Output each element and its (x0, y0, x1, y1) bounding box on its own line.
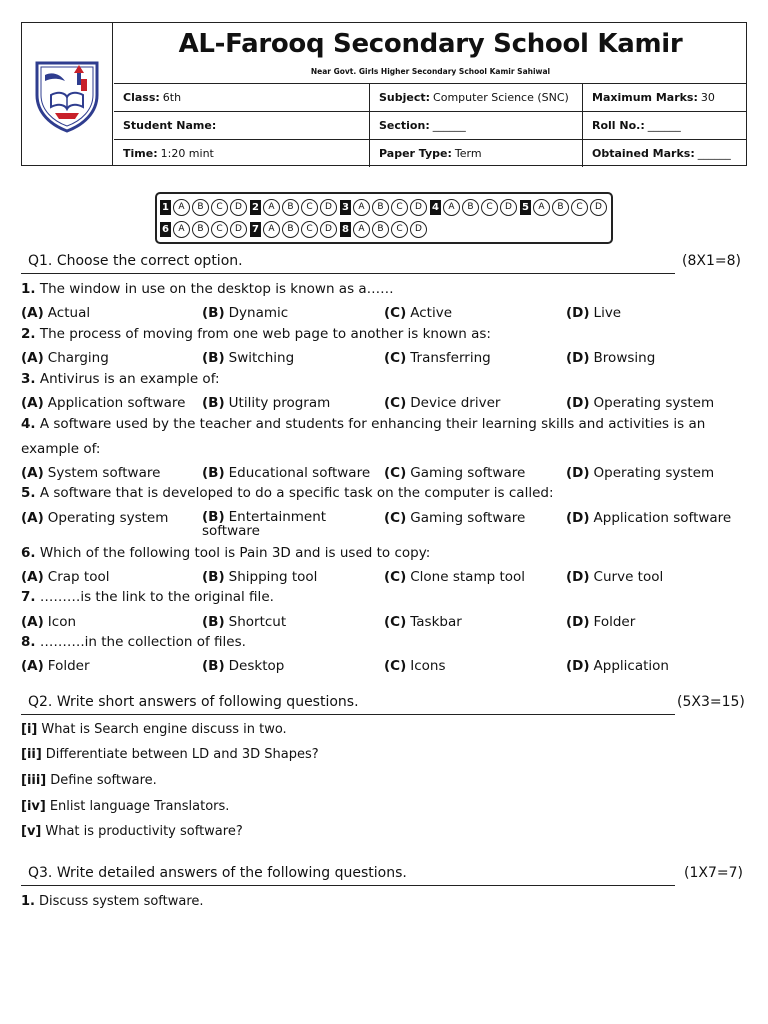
answer-bubble[interactable]: C (571, 199, 588, 216)
bubble-question (250, 221, 339, 238)
bubble-question-number: 6 (160, 222, 171, 237)
max-marks-cell (583, 84, 747, 111)
class-label: Class: (123, 91, 160, 104)
bubble-question (340, 199, 429, 216)
school-crest-icon (31, 55, 103, 133)
bubble-question (520, 199, 609, 216)
mcq-option[interactable]: (B) Desktop (202, 658, 285, 674)
answer-bubble[interactable]: D (320, 221, 337, 238)
bubble-question (160, 199, 249, 216)
bubble-question-number: 3 (340, 200, 351, 215)
school-address: Near Govt. Girls Higher Secondary School Kamir Sahiwal (310, 67, 551, 76)
mcq-option[interactable]: (D) Live (566, 305, 622, 321)
mcq-option[interactable]: (D) Curve tool (566, 569, 664, 585)
mcq-question: 4. A software used by the teacher and students for enhancing their learning skills and activities is an (21, 416, 706, 432)
bubble-row (160, 196, 608, 218)
bubble-question-number: 8 (340, 222, 351, 237)
subject-value: Computer Science (SNC) (433, 91, 569, 104)
answer-bubble[interactable]: D (500, 199, 517, 216)
mcq-question: 2. The process of moving from one web page to another is known as: (21, 326, 491, 342)
paper-header (21, 22, 747, 166)
info-row (114, 111, 747, 139)
info-row (114, 83, 747, 111)
paper-type-value: Term (454, 147, 482, 160)
subject-cell (370, 84, 583, 111)
section-label: Section: (379, 119, 430, 132)
mcq-option[interactable]: (C) Gaming software (384, 465, 526, 481)
answer-bubble[interactable]: B (372, 221, 389, 238)
q2-marks: (5X3=15) (677, 694, 745, 710)
q2-header (21, 693, 747, 715)
mcq-option[interactable]: (D) Browsing (566, 350, 656, 366)
mcq-option[interactable]: (D) Operating system (566, 465, 715, 481)
short-question: [ii] Differentiate between LD and 3D Shapes? (21, 747, 319, 762)
mcq-option[interactable]: (B) Shortcut (202, 614, 287, 630)
answer-bubble[interactable]: A (263, 221, 280, 238)
bubble-question (250, 199, 339, 216)
mcq-option[interactable]: (D) Application (566, 658, 669, 674)
answer-bubble[interactable]: A (533, 199, 550, 216)
class-value: 6th (162, 91, 182, 104)
school-logo (22, 23, 113, 165)
mcq-option[interactable]: (D) Folder (566, 614, 636, 630)
roll-no-label: Roll No.: (592, 119, 645, 132)
answer-bubble[interactable]: D (410, 199, 427, 216)
bubble-question-number: 2 (250, 200, 261, 215)
short-question: [iii] Define software. (21, 773, 157, 788)
info-row (114, 139, 747, 167)
mcq-option[interactable]: (C) Device driver (384, 395, 501, 411)
answer-bubble[interactable]: D (320, 199, 337, 216)
answer-bubble[interactable]: B (192, 221, 209, 238)
bubble-question-number: 1 (160, 200, 171, 215)
answer-bubble[interactable]: C (301, 199, 318, 216)
q3-title: Q3. Write detailed answers of the following questions. (28, 865, 407, 881)
answer-bubble[interactable]: C (211, 221, 228, 238)
paper-info-grid (114, 83, 747, 166)
answer-bubble[interactable]: B (282, 199, 299, 216)
time-cell (114, 140, 370, 167)
bubble-question-number: 7 (250, 222, 261, 237)
short-question: [iv] Enlist language Translators. (21, 799, 230, 814)
mcq-option[interactable]: (A) Icon (21, 614, 77, 630)
answer-bubble[interactable]: B (192, 199, 209, 216)
answer-bubble[interactable]: B (462, 199, 479, 216)
mcq-option[interactable]: (D) Operating system (566, 395, 715, 411)
answer-bubble[interactable]: A (443, 199, 460, 216)
long-question: 1. Discuss system software. (21, 894, 204, 909)
answer-bubble[interactable]: A (263, 199, 280, 216)
answer-bubble[interactable]: C (211, 199, 228, 216)
obtained-marks-label: Obtained Marks: (592, 147, 695, 160)
mcq-question: 1. The window in use on the desktop is known as a…… (21, 281, 394, 297)
answer-bubble-sheet (155, 192, 613, 244)
mcq-option[interactable]: (B) Utility program (202, 395, 331, 411)
short-question: [i] What is Search engine discuss in two. (21, 722, 287, 737)
q2-underline (21, 714, 675, 715)
mcq-option[interactable]: (B) Shipping tool (202, 569, 318, 585)
mcq-option[interactable]: (A) System software (21, 465, 161, 481)
mcq-question: 5. A software that is developed to do a specific task on the computer is called: (21, 485, 554, 501)
student-name-label: Student Name: (123, 119, 217, 132)
mcq-question: 3. Antivirus is an example of: (21, 371, 220, 387)
bubble-question (340, 221, 429, 238)
answer-bubble[interactable]: D (590, 199, 607, 216)
answer-bubble[interactable]: C (481, 199, 498, 216)
section-value: ______ (432, 119, 466, 132)
answer-bubble[interactable]: D (230, 221, 247, 238)
answer-bubble[interactable]: D (410, 221, 427, 238)
q1-marks: (8X1=8) (682, 253, 741, 269)
mcq-option[interactable]: (B) Switching (202, 350, 295, 366)
mcq-option[interactable]: (B) Dynamic (202, 305, 289, 321)
bubble-question (430, 199, 519, 216)
mcq-option[interactable]: (C) Gaming software (384, 510, 526, 526)
subject-label: Subject: (379, 91, 431, 104)
answer-bubble[interactable]: A (173, 221, 190, 238)
answer-bubble[interactable]: C (301, 221, 318, 238)
mcq-option[interactable]: (C) Transferring (384, 350, 491, 366)
answer-bubble[interactable]: B (552, 199, 569, 216)
bubble-question-number: 5 (520, 200, 531, 215)
bubble-row (160, 218, 608, 240)
mcq-option[interactable]: (B) Entertainment software (202, 509, 327, 539)
roll-no-value: ______ (647, 119, 681, 132)
mcq-question: 7. ………is the link to the original file. (21, 589, 274, 605)
mcq-option[interactable]: (A) Application software (21, 395, 186, 411)
short-question: [v] What is productivity software? (21, 824, 243, 839)
q1-header (21, 252, 747, 274)
time-value: 1:20 mint (160, 147, 214, 160)
mcq-option[interactable]: (A) Charging (21, 350, 109, 366)
mcq-option[interactable]: (B) Educational software (202, 465, 371, 481)
q3-header (21, 864, 747, 886)
q2-title: Q2. Write short answers of following questions. (28, 694, 359, 710)
mcq-option[interactable]: (A) Crap tool (21, 569, 110, 585)
mcq-option[interactable]: (D) Application software (566, 510, 732, 526)
mcq-question: 6. Which of the following tool is Pain 3D and is used to copy: (21, 545, 431, 561)
mcq-option[interactable]: (A) Folder (21, 658, 90, 674)
answer-bubble[interactable]: D (230, 199, 247, 216)
answer-bubble[interactable]: B (372, 199, 389, 216)
paper-type-cell (370, 140, 583, 167)
paper-type-label: Paper Type: (379, 147, 452, 160)
bubble-question (160, 221, 249, 238)
q3-marks: (1X7=7) (684, 865, 743, 881)
q1-underline (21, 273, 675, 274)
answer-bubble[interactable]: A (173, 199, 190, 216)
mcq-option[interactable]: (C) Icons (384, 658, 446, 674)
class-cell (114, 84, 370, 111)
answer-bubble[interactable]: C (391, 199, 408, 216)
mcq-option[interactable]: (A) Operating system (21, 510, 169, 526)
bubble-question-number: 4 (430, 200, 441, 215)
mcq-option[interactable]: (C) Clone stamp tool (384, 569, 526, 585)
mcq-option[interactable]: (C) Taskbar (384, 614, 462, 630)
max-marks-label: Maximum Marks: (592, 91, 698, 104)
student-name-cell (114, 112, 370, 139)
mcq-option[interactable]: (A) Actual (21, 305, 91, 321)
q1-title: Q1. Choose the correct option. (28, 253, 243, 269)
time-label: Time: (123, 147, 158, 160)
answer-bubble[interactable]: A (353, 199, 370, 216)
roll-no-cell (583, 112, 747, 139)
school-name: AL-Farooq Secondary School Kamir (178, 29, 683, 59)
obtained-marks-value: ______ (697, 147, 731, 160)
max-marks-value: 30 (700, 91, 715, 104)
q3-underline (21, 885, 675, 886)
section-cell (370, 112, 583, 139)
answer-bubble[interactable]: C (391, 221, 408, 238)
mcq-option[interactable]: (C) Active (384, 305, 453, 321)
mcq-question-continued: example of: (21, 441, 101, 457)
answer-bubble[interactable]: A (353, 221, 370, 238)
mcq-question: 8. ……….in the collection of files. (21, 634, 246, 650)
obtained-marks-cell (583, 140, 747, 167)
answer-bubble[interactable]: B (282, 221, 299, 238)
